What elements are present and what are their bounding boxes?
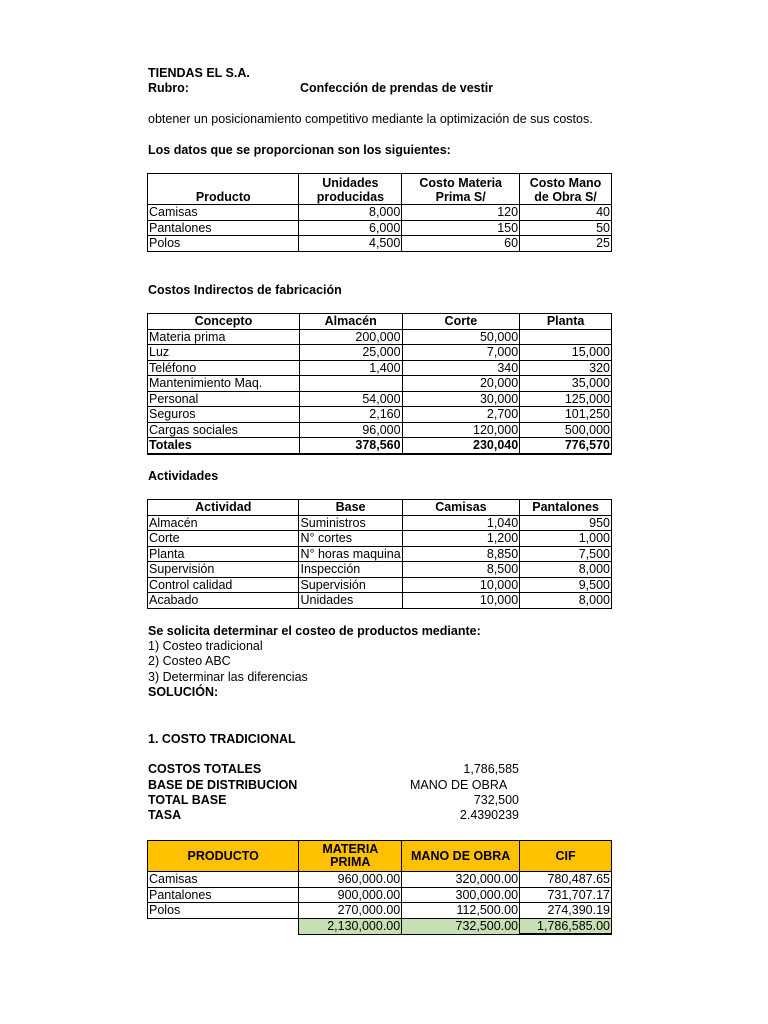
cif-header-cell: Planta	[520, 314, 612, 330]
request-item: 2) Costeo ABC	[148, 654, 231, 668]
table-row	[148, 205, 612, 221]
request-title: Se solicita determinar el costeo de productos mediante:	[148, 624, 481, 638]
table-row	[148, 345, 612, 361]
almacen-value: 2,160	[299, 407, 402, 423]
pantalones-value: 7,500	[520, 546, 612, 562]
summary-label: COSTOS TOTALES	[148, 762, 262, 776]
summary-label: TOTAL BASE	[148, 793, 227, 807]
corte-value: 120,000	[402, 422, 520, 438]
pantalones-value: 9,500	[520, 577, 612, 593]
camisas-value: 1,040	[402, 515, 519, 531]
materia-prima-value: 270,000.00	[299, 903, 402, 919]
summary-value: MANO DE OBRA	[410, 778, 508, 792]
activities-table	[147, 499, 612, 609]
product-name: Pantalones	[148, 887, 299, 903]
pantalones-value: 8,000	[520, 562, 612, 578]
base: N° cortes	[299, 531, 402, 547]
summary-value: 732,500	[473, 793, 519, 807]
mano-obra-value: 112,500.00	[402, 903, 520, 919]
totals-label: Totales	[148, 438, 300, 454]
product-name: Pantalones	[148, 220, 299, 236]
table-row	[148, 391, 612, 407]
cif-value: 274,390.19	[520, 903, 612, 919]
almacen-value: 96,000	[299, 422, 402, 438]
materia-prima-value: 900,000.00	[299, 887, 402, 903]
activities-header-cell: Pantalones	[520, 500, 612, 516]
table-row	[148, 360, 612, 376]
table-row	[148, 407, 612, 423]
planta-value: 35,000	[520, 376, 612, 392]
camisas-value: 10,000	[402, 593, 519, 609]
labor-cost: 25	[520, 236, 612, 252]
traditional-table	[147, 840, 612, 935]
materia-prima-total: 2,130,000.00	[299, 918, 402, 934]
concept: Cargas sociales	[148, 422, 300, 438]
traditional-header-cell: MANO DE OBRA	[402, 841, 520, 872]
mano-obra-value: 300,000.00	[402, 887, 520, 903]
cif-total: 1,786,585.00	[520, 918, 612, 934]
products-header-cell: Costo Mano de Obra S/	[520, 174, 612, 205]
corte-value: 7,000	[402, 345, 520, 361]
concept: Teléfono	[148, 360, 300, 376]
activity: Supervisión	[148, 562, 299, 578]
planta-value: 125,000	[520, 391, 612, 407]
traditional-header-cell: MATERIA PRIMA	[299, 841, 402, 872]
cif-value: 731,707.17	[520, 887, 612, 903]
products-header-row	[148, 174, 612, 205]
concept: Materia prima	[148, 329, 300, 345]
base: Inspección	[299, 562, 402, 578]
corte-total: 230,040	[402, 438, 520, 454]
objective-text: obtener un posicionamiento competitivo mediante la optimización de sus costos.	[148, 112, 593, 126]
product-name: Camisas	[148, 205, 299, 221]
planta-total: 776,570	[520, 438, 612, 454]
products-header-cell: Producto	[148, 174, 299, 205]
cif-header-cell: Concepto	[148, 314, 300, 330]
base: Supervisión	[299, 577, 402, 593]
raw-material-cost: 150	[402, 220, 520, 236]
request-item: 3) Determinar las diferencias	[148, 670, 308, 684]
table-row	[148, 903, 612, 919]
table-row	[148, 422, 612, 438]
summary-label: TASA	[148, 808, 182, 822]
cif-header-row	[148, 314, 612, 330]
corte-value: 2,700	[402, 407, 520, 423]
table-row	[148, 562, 612, 578]
base: Suministros	[299, 515, 402, 531]
camisas-value: 8,850	[402, 546, 519, 562]
activity: Almacén	[148, 515, 299, 531]
totals-empty-cell	[148, 918, 299, 934]
product-name: Polos	[148, 236, 299, 252]
activities-title: Actividades	[148, 469, 219, 483]
table-row	[148, 376, 612, 392]
base: Unidades	[299, 593, 402, 609]
data-intro: Los datos que se proporcionan son los siguientes:	[148, 143, 451, 157]
summary-value: 1,786,585	[463, 762, 519, 776]
table-row	[148, 329, 612, 345]
concept: Seguros	[148, 407, 300, 423]
almacen-total: 378,560	[299, 438, 402, 454]
table-row	[148, 515, 612, 531]
activities-header-cell: Base	[299, 500, 402, 516]
cif-value: 780,487.65	[520, 872, 612, 888]
almacen-value: 54,000	[299, 391, 402, 407]
corte-value: 50,000	[402, 329, 520, 345]
traditional-header-cell: PRODUCTO	[148, 841, 299, 872]
traditional-totals-row	[148, 918, 612, 934]
cif-totals-row	[148, 438, 612, 454]
concept: Luz	[148, 345, 300, 361]
activities-header-cell: Actividad	[148, 500, 299, 516]
table-row	[148, 546, 612, 562]
product-name: Camisas	[148, 872, 299, 888]
concept: Personal	[148, 391, 300, 407]
rubro-label: Rubro:	[148, 81, 189, 95]
activities-header-cell: Camisas	[402, 500, 519, 516]
planta-value	[520, 329, 612, 345]
products-header-cell: Costo Materia Prima S/	[402, 174, 520, 205]
camisas-value: 10,000	[402, 577, 519, 593]
cif-header-cell: Almacén	[299, 314, 402, 330]
camisas-value: 8,500	[402, 562, 519, 578]
request-item: 1) Costeo tradicional	[148, 639, 263, 653]
cif-table	[147, 313, 612, 455]
pantalones-value: 8,000	[520, 593, 612, 609]
solution-label: SOLUCIÓN:	[148, 685, 219, 699]
table-row	[148, 236, 612, 252]
activities-header-row	[148, 500, 612, 516]
planta-value: 101,250	[520, 407, 612, 423]
product-name: Polos	[148, 903, 299, 919]
almacen-value	[299, 376, 402, 392]
rubro-value: Confección de prendas de vestir	[300, 81, 494, 95]
table-row	[148, 577, 612, 593]
base: N° horas maquina	[300, 546, 401, 561]
corte-value: 20,000	[402, 376, 520, 392]
cif-title: Costos Indirectos de fabricación	[148, 283, 342, 297]
traditional-header-row	[148, 841, 612, 872]
products-table	[147, 173, 612, 252]
cif-header-cell: Corte	[402, 314, 520, 330]
table-row	[148, 872, 612, 888]
activity: Control calidad	[148, 577, 299, 593]
corte-value: 30,000	[402, 391, 520, 407]
units: 6,000	[299, 220, 402, 236]
table-row	[148, 593, 612, 609]
corte-value: 340	[402, 360, 520, 376]
traditional-title: 1. COSTO TRADICIONAL	[148, 732, 296, 746]
labor-cost: 50	[520, 220, 612, 236]
materia-prima-value: 960,000.00	[299, 872, 402, 888]
pantalones-value: 1,000	[520, 531, 612, 547]
mano-obra-value: 320,000.00	[402, 872, 520, 888]
planta-value: 320	[520, 360, 612, 376]
activity: Corte	[148, 531, 299, 547]
raw-material-cost: 120	[402, 205, 520, 221]
planta-value: 15,000	[520, 345, 612, 361]
almacen-value: 25,000	[299, 345, 402, 361]
camisas-value: 1,200	[402, 531, 519, 547]
concept: Mantenimiento Maq.	[148, 376, 300, 392]
mano-obra-total: 732,500.00	[402, 918, 520, 934]
almacen-value: 1,400	[299, 360, 402, 376]
summary-value: 2.4390239	[459, 808, 519, 822]
raw-material-cost: 60	[402, 236, 520, 252]
planta-value: 500,000	[520, 422, 612, 438]
products-header-cell: Unidades producidas	[299, 174, 402, 205]
traditional-header-cell: CIF	[520, 841, 612, 872]
units: 8,000	[299, 205, 402, 221]
table-row	[148, 887, 612, 903]
table-row	[148, 531, 612, 547]
units: 4,500	[299, 236, 402, 252]
activity: Acabado	[148, 593, 299, 609]
labor-cost: 40	[520, 205, 612, 221]
company-name: TIENDAS EL S.A.	[148, 66, 250, 80]
table-row	[148, 220, 612, 236]
activity: Planta	[148, 546, 299, 562]
almacen-value: 200,000	[299, 329, 402, 345]
pantalones-value: 950	[520, 515, 612, 531]
summary-label: BASE DE DISTRIBUCION	[148, 778, 298, 792]
